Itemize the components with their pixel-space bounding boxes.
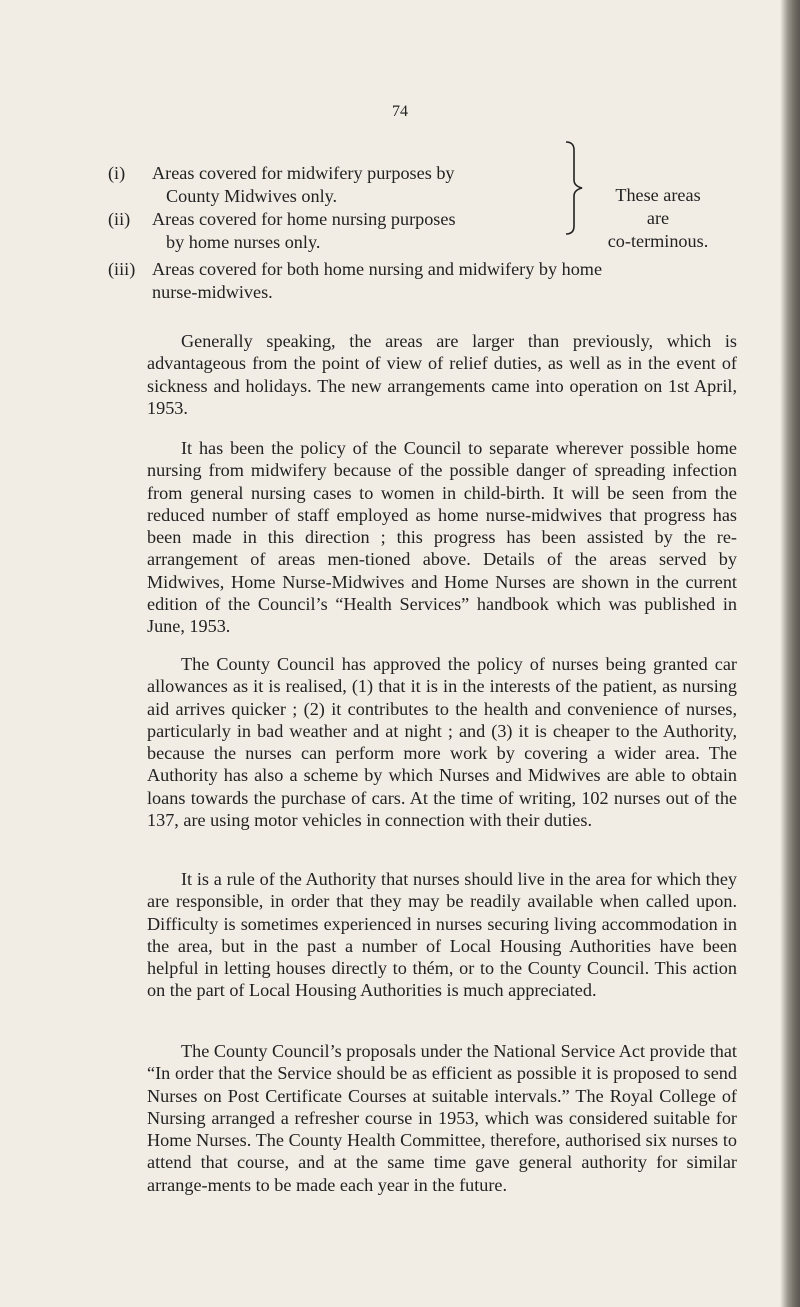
list-item-iii [108,258,748,304]
page-number: 74 [392,103,408,120]
list-item-i [108,162,578,208]
bracket-note-line: co-terminous. [607,231,709,251]
paragraph: It has been the policy of the Council to separate wherever possible home nursing from midwifery because of the possible danger of spreading infection from general nursing cases to women in child-birth. It will be seen from the reduced number of staff employed as home nurse-midwives that progress has been made in this direction ; this progress has been assisted by the re-arrangement of areas men-tioned above. Details of the areas served by Midwives, Home Nurse-Midwives and Home Nurses are shown in the current edition of the Council’s “Health Services” handbook which was published in June, 1953. [147,438,737,637]
list-item-line: County Midwives only. [166,186,338,206]
paragraph: Generally speaking, the areas are larger than previously, which is advantageous from the point of view of relief duties, as well as in the event of sickness and holidays. The new arrangements came into operation on 1st April, 1953. [147,331,737,418]
list-item-number: (ii) [108,209,131,229]
list-item-number: (i) [108,163,126,183]
page-edge-shadow [780,0,800,1307]
list-item-ii [108,208,578,254]
list-item-line: by home nurses only. [166,232,321,252]
list-item-line: Areas covered for midwifery purposes by [152,163,455,183]
paragraph: The County Council has approved the policy of nurses being granted car allowances as it is realised, (1) that it is in the interests of the patient, as nursing aid arrives quicker ; (2) it contributes to the health and convenience of nurses, particularly in bad weather and at night ; and (3) it is cheaper to the Authority, because the nurses can perform more work by covering a wider area. The Authority has also a scheme by which Nurses and Midwives are able to obtain loans towards the purchase of cars. At the time of writing, 102 nurses out of the 137, are using motor vehicles in connection with their duties. [147,654,737,831]
list-item-number: (iii) [108,259,136,279]
list-item-line: Areas covered for home nursing purposes [152,209,456,229]
list-item-line: Areas covered for both home nursing and midwifery by home [152,259,603,279]
paragraph: It is a rule of the Authority that nurses should live in the area for which they are responsible, in order that they may be readily available when called upon. Difficulty is sometimes experienced in nurses securing living accommodation in the area, but in the past a number of Local Housing Authorities have been helpful in letting houses directly to thém, or to the County Council. This action on the part of Local Housing Authorities is much appreciated. [147,869,737,1001]
bracket-note-line: are [646,208,670,228]
bracket-note-line: These areas [615,185,701,205]
paragraph: The County Council’s proposals under the National Service Act provide that “In order that the Service should be as efficient as possible it is proposed to send Nurses on Post Certificate Courses at suitable intervals.” The Royal College of Nursing arranged a refresher course in 1953, which was considered suitable for Home Nurses. The County Health Committee, therefore, authorised six nurses to attend that course, and at the same time gave general authority for similar arrange-ments to be made each year in the future. [147,1041,737,1195]
list-item-line: nurse-midwives. [152,282,273,302]
